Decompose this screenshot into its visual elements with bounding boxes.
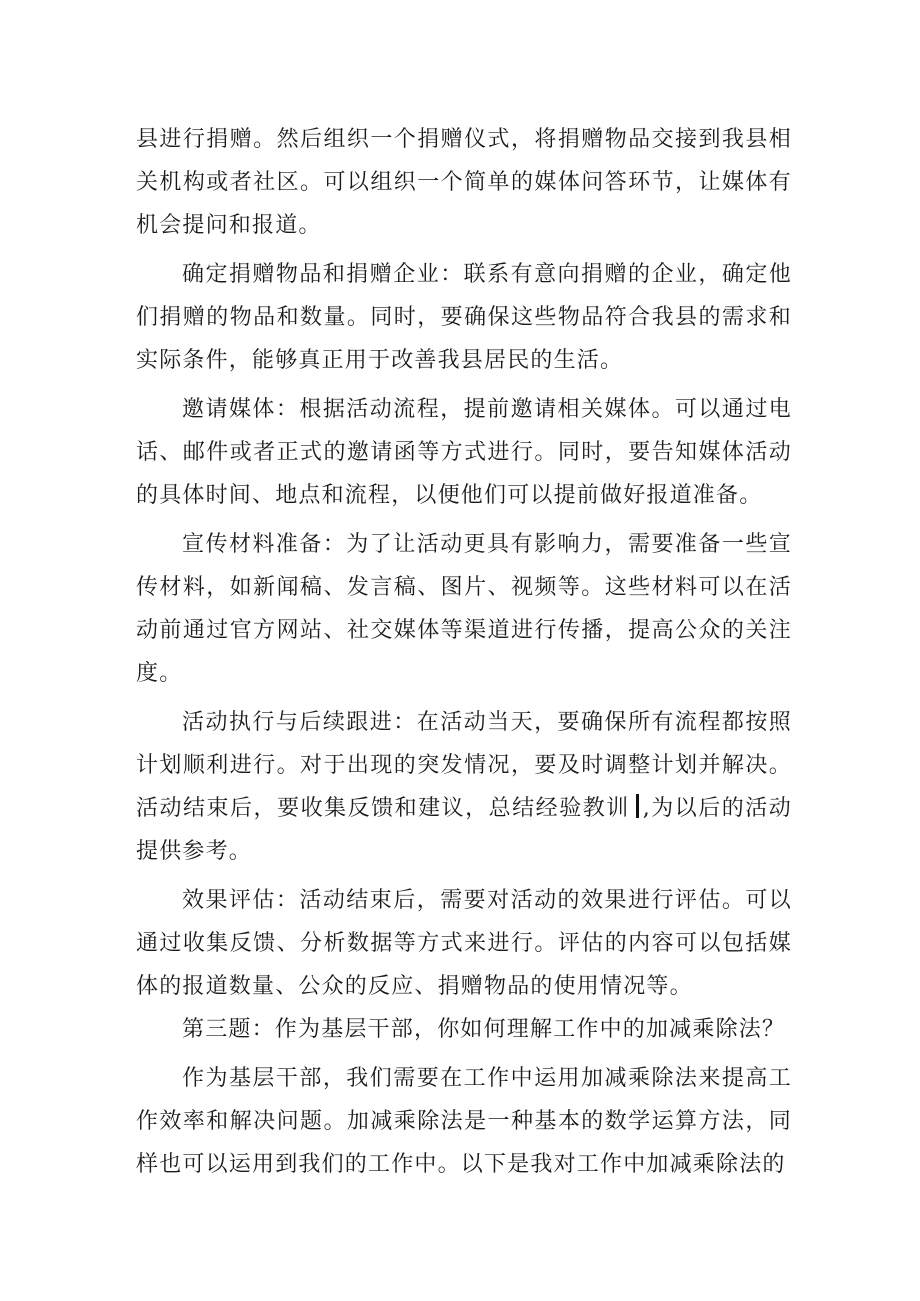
paragraph-effect-evaluation: 效果评估：活动结束后，需要对活动的效果进行评估。可以通过收集反馈、分析数据等方式来进行。评估的内容可以包括媒体的报道数量、公众的反应、捐赠物品的使用情况等。	[136, 888, 792, 999]
paragraph-invite-media: 邀请媒体：根据活动流程，提前邀请相关媒体。可以通过电话、邮件或者正式的邀请函等方式进行。同时，要告知媒体活动的具体时间、地点和流程，以便他们可以提前做好报道准备。	[136, 397, 792, 508]
paragraph-execution-followup	[136, 701, 792, 873]
document-page	[136, 118, 792, 1192]
paragraph-confirm-donations: 确定捐赠物品和捐赠企业：联系有意向捐赠的企业，确定他们捐赠的物品和数量。同时，要确保这些物品符合我县的需求和实际条件，能够真正用于改善我县居民的生活。	[136, 262, 792, 373]
paragraph-donation-ceremony: 县进行捐赠。然后组织一个捐赠仪式，将捐赠物品交接到我县相关机构或者社区。可以组织一个简单的媒体问答环节，让媒体有机会提问和报道。	[136, 127, 792, 238]
paragraph-promo-materials: 宣传材料准备：为了让活动更具有影响力，需要准备一些宣传材料，如新闻稿、发言稿、图片、视频等。这些材料可以在活动前通过官方网站、社交媒体等渠道进行传播，提高公众的关注度。	[136, 532, 792, 686]
text-cursor-mark	[636, 794, 639, 818]
question-three-heading: 第三题：作为基层干部，你如何理解工作中的加减乘除法？	[182, 1017, 786, 1042]
paragraph-execution-text: 活动执行与后续跟进：在活动当天，要确保所有流程都按照计划顺利进行。对于出现的突发情况，要及时调整计划并解决。活动结束后，要收集反馈和建议，总结经验教训	[136, 710, 792, 821]
paragraph-execution-text-end: ,为以后的活动提供参考。	[136, 796, 792, 864]
paragraph-answer-intro: 作为基层干部，我们需要在工作中运用加减乘除法来提高工作效率和解决问题。加减乘除法是一种基本的数学运算方法，同样也可以运用到我们的工作中。以下是我对工作中加减乘除法的	[136, 1066, 792, 1177]
